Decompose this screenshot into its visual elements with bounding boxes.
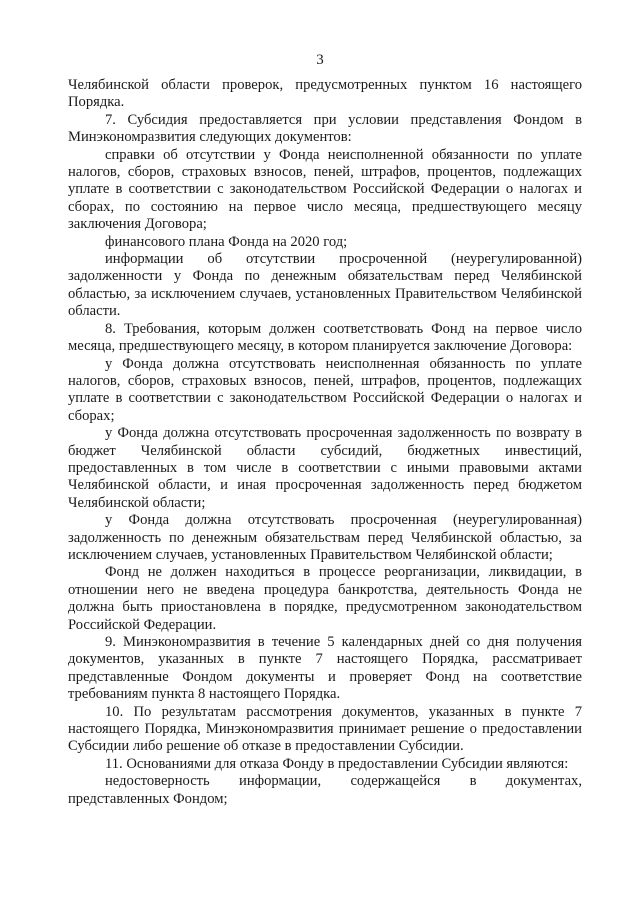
paragraph-debt-information: информации об отсутствии просроченной (неурегулированной) задолженности у Фонда по денежным обязательствам перед Челябинской областью, за исключением случаев, установленных Правительством Челябинской области. xyxy=(68,251,582,320)
paragraph-refusal-reason: недостоверность информации, содержащейся в документах, представленных Фондом; xyxy=(68,773,582,807)
paragraph-item-10: 10. По результатам рассмотрения документов, указанных в пункте 7 настоящего Порядка, Минэкономразвития принимает решение о предоставлении Субсидии либо решение об отказе в предоставлении Субсидии. xyxy=(68,703,582,755)
paragraph-requirement-taxes: у Фонда должна отсутствовать неисполненная обязанность по уплате налогов, сборов, страховых взносов, пеней, штрафов, процентов, подлежащих уплате в соответствии с законодательством Российской Федерации о налогах и сборах; xyxy=(68,355,582,424)
paragraph-continuation: Челябинской области проверок, предусмотренных пунктом 16 настоящего Порядка. xyxy=(68,77,582,111)
paragraph-requirement-budget-debt: у Фонда должна отсутствовать просроченная задолженность по возврату в бюджет Челябинской области субсидий, бюджетных инвестиций, предоставленных в том числе в соответствии с иными правовыми актами Челябинской области, и иная просроченная задолженность перед бюджетом Челябинской области; xyxy=(68,425,582,511)
page-number: 3 xyxy=(316,52,324,68)
paragraph-item-9: 9. Минэкономразвития в течение 5 календарных дней со дня получения документов, указанных в пункте 7 настоящего Порядка, рассматривает представленные Фондом документы и проверяет Фонд на соответствие требованиям пункта 8 настоящего Порядка. xyxy=(68,634,582,703)
paragraph-item-7: 7. Субсидия предоставляется при условии представления Фондом в Минэкономразвития следующих документов: xyxy=(68,111,582,146)
paragraph-tax-certificate: справки об отсутствии у Фонда неисполненной обязанности по уплате налогов, сборов, страховых взносов, пеней, штрафов, процентов, подлежащих уплате в соответствии с законодательством Российской Федерации о налогах и сборах, по состоянию на первое число месяца, предшествующего месяцу заключения Договора; xyxy=(68,146,582,233)
paragraph-financial-plan: финансового плана Фонда на 2020 год; xyxy=(105,233,348,250)
paragraph-item-8: 8. Требования, которым должен соответствовать Фонд на первое число месяца, предшествующего месяцу, в котором планируется заключение Договора: xyxy=(68,320,582,355)
paragraph-item-11: 11. Основаниями для отказа Фонду в предоставлении Субсидии являются: xyxy=(105,755,569,772)
paragraph-requirement-reorganization: Фонд не должен находиться в процессе реорганизации, ликвидации, в отношении него не введена процедура банкротства, деятельность Фонда не должна быть приостановлена в порядке, предусмотренном законодательством Российской Федерации. xyxy=(68,564,582,633)
paragraph-requirement-obligations: у Фонда должна отсутствовать просроченная (неурегулированная) задолженность по денежным обязательствам перед Челябинской областью, за исключением случаев, установленных Правительством Челябинской области; xyxy=(68,512,582,563)
document-body xyxy=(68,77,582,808)
